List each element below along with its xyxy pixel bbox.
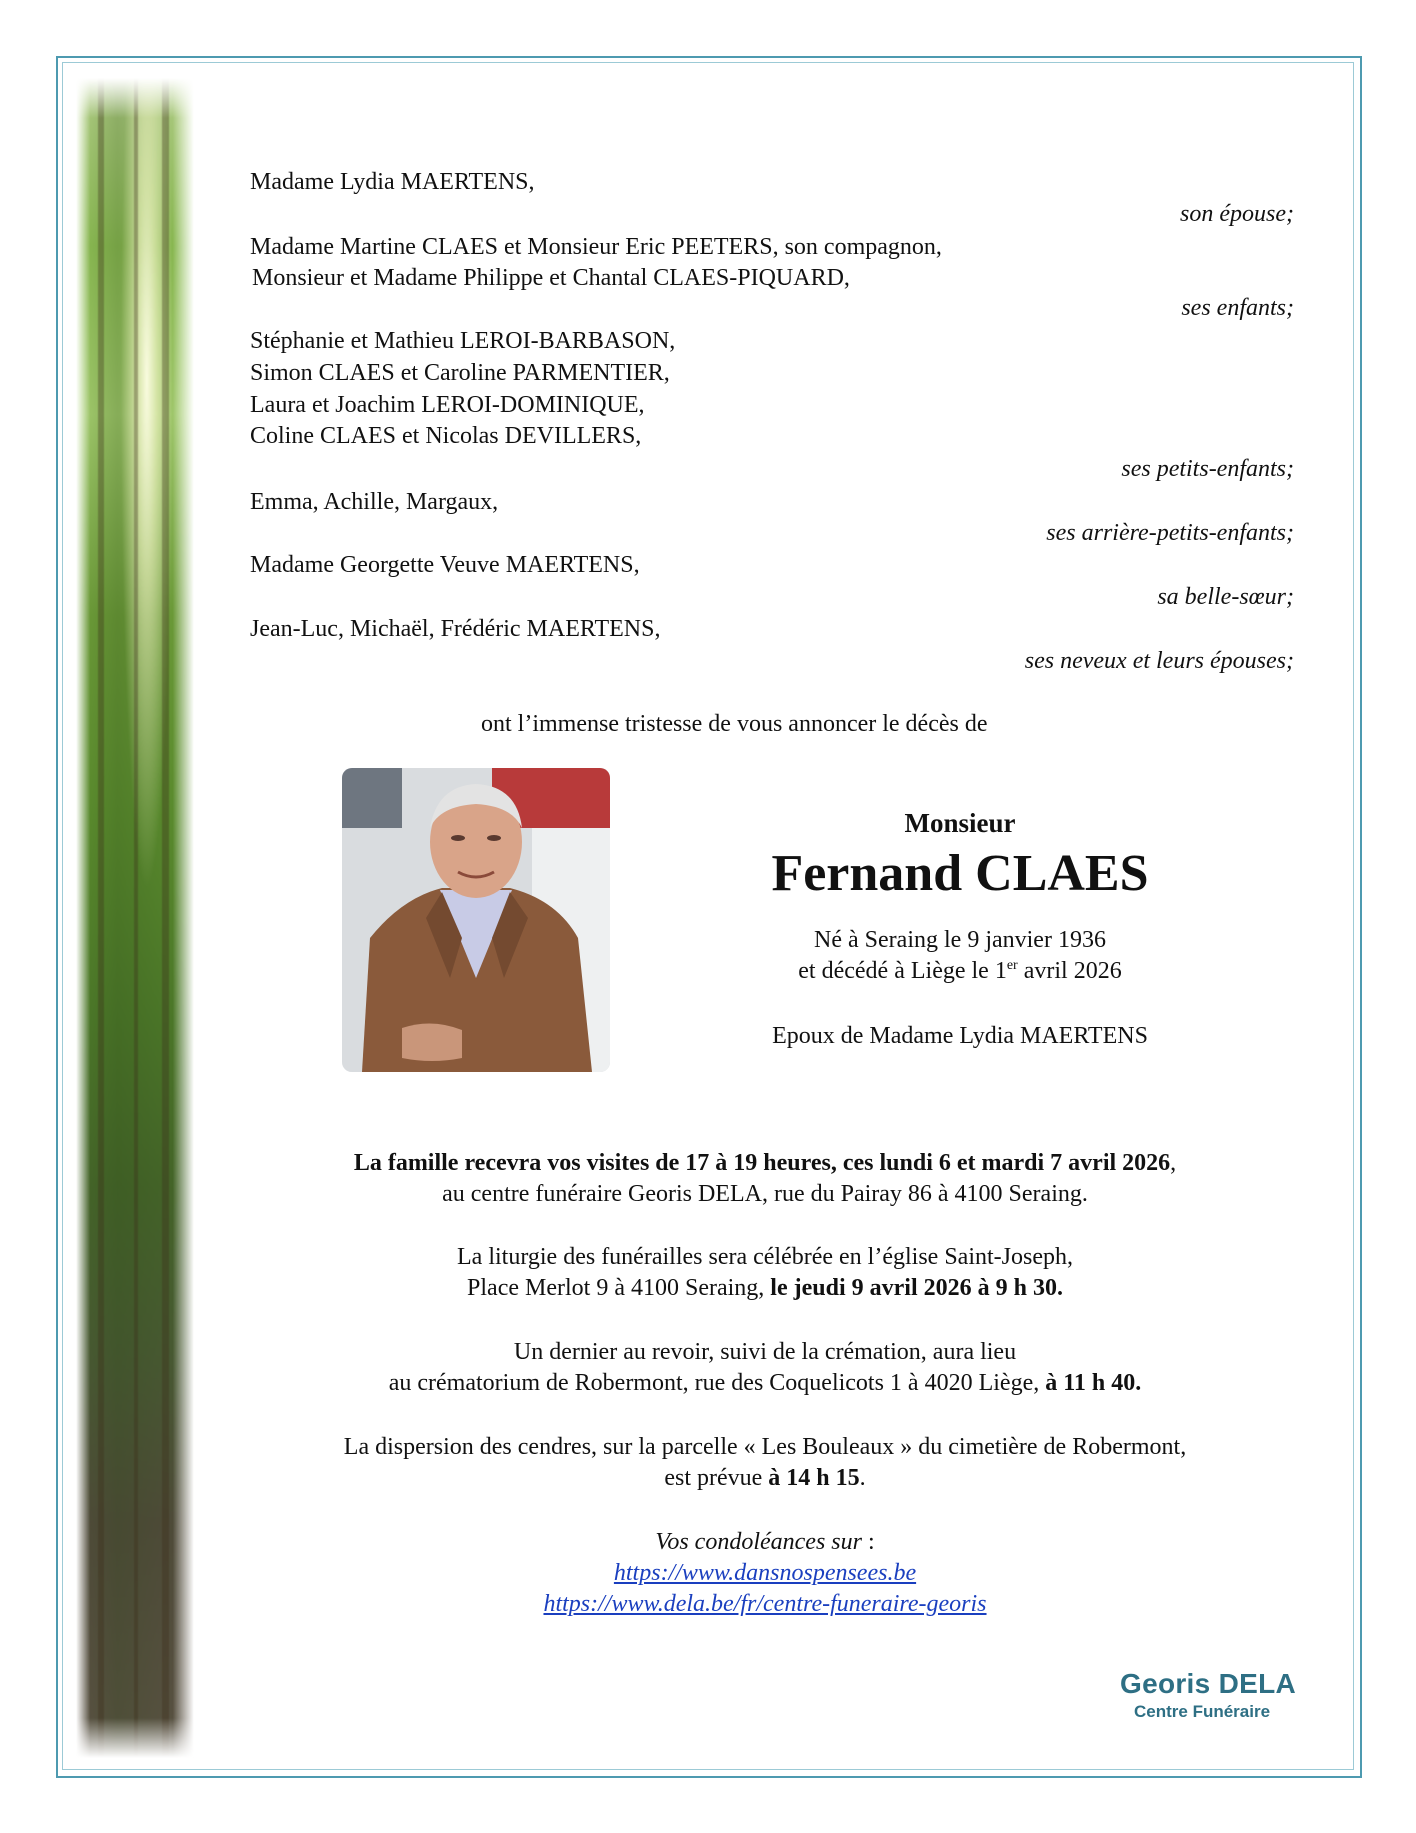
great-grandchildren: Emma, Achille, Margaux, <box>250 489 499 515</box>
logo-brand: Georis DELA <box>1120 1668 1297 1699</box>
forest-image <box>76 78 194 1758</box>
cremation-line-1: Un dernier au revoir, suivi de la crémation, aura lieu <box>513 1339 1017 1365</box>
role-nephews: ses neveux et leurs épouses; <box>1024 648 1294 674</box>
family-spouse-name: Madame Lydia MAERTENS, <box>250 169 535 195</box>
grandchild-4: Coline CLAES et Nicolas DEVILLERS, <box>250 423 642 449</box>
condolences-link-1-row <box>200 1558 1330 1588</box>
liturgy-line-1: La liturgie des funérailles sera célébrée en l’église Saint-Joseph, <box>457 1244 1073 1270</box>
condolences-link-dela[interactable]: https://www.dela.be/fr/centre-funeraire-georis <box>543 1591 987 1617</box>
role-great-grandchildren: ses arrière-petits-enfants; <box>1046 520 1294 546</box>
visits-line-2: au centre funéraire Georis DELA, rue du Pairay 86 à 4100 Seraing. <box>442 1181 1088 1207</box>
dispersion-line-2: est prévue à 14 h 15. <box>664 1465 866 1491</box>
ordinal-superscript: er <box>1006 958 1018 973</box>
cremation-line-2: au crématorium de Robermont, rue des Coquelicots 1 à 4020 Liège, à 11 h 40. <box>388 1370 1142 1396</box>
liturgy-line-2: Place Merlot 9 à 4100 Seraing, le jeudi 9 avril 2026 à 9 h 30. <box>467 1275 1063 1301</box>
role-children: ses enfants; <box>1181 295 1294 321</box>
grandchild-3: Laura et Joachim LEROI-DOMINIQUE, <box>250 392 645 418</box>
announcement: ont l’immense tristesse de vous annoncer le décès de <box>481 711 988 737</box>
grandchild-1: Stéphanie et Mathieu LEROI-BARBASON, <box>250 328 676 354</box>
georis-dela-logo <box>1120 1668 1296 1722</box>
condolences-link-2-row <box>200 1589 1330 1619</box>
sister-in-law: Madame Georgette Veuve MAERTENS, <box>250 552 640 578</box>
role-spouse: son épouse; <box>1180 201 1294 227</box>
deceased-name: Fernand CLAES <box>771 845 1149 902</box>
spouse-info: Epoux de Madame Lydia MAERTENS <box>772 1023 1148 1049</box>
portrait-photo <box>342 768 610 1072</box>
nephews: Jean-Luc, Michaël, Frédéric MAERTENS, <box>250 616 661 642</box>
role-sister-in-law: sa belle-sœur; <box>1157 584 1294 610</box>
condolences-label: Vos condoléances sur : <box>655 1529 875 1555</box>
grandchild-2: Simon CLAES et Caroline PARMENTIER, <box>250 360 670 386</box>
deceased-title: Monsieur <box>904 808 1016 838</box>
inner-border <box>62 62 1354 1770</box>
visits-line-1: La famille recevra vos visites de 17 à 19 heures, ces lundi 6 et mardi 7 avril 2026, <box>353 1150 1177 1176</box>
child-2: Monsieur et Madame Philippe et Chantal CLAES-PIQUARD, <box>252 265 850 291</box>
logo-subtitle: Centre Funéraire <box>1134 1702 1271 1721</box>
birth-info: Né à Seraing le 9 janvier 1936 <box>814 927 1106 953</box>
dispersion-line-1: La dispersion des cendres, sur la parcelle « Les Bouleaux » du cimetière de Robermont, <box>343 1434 1187 1460</box>
death-info: et décédé à Liège le 1er avril 2026 <box>798 958 1122 984</box>
condolences-link-dansnospensees[interactable]: https://www.dansnospensees.be <box>613 1560 917 1586</box>
role-grandchildren: ses petits-enfants; <box>1121 456 1294 482</box>
child-1: Madame Martine CLAES et Monsieur Eric PEETERS, son compagnon, <box>250 234 942 260</box>
